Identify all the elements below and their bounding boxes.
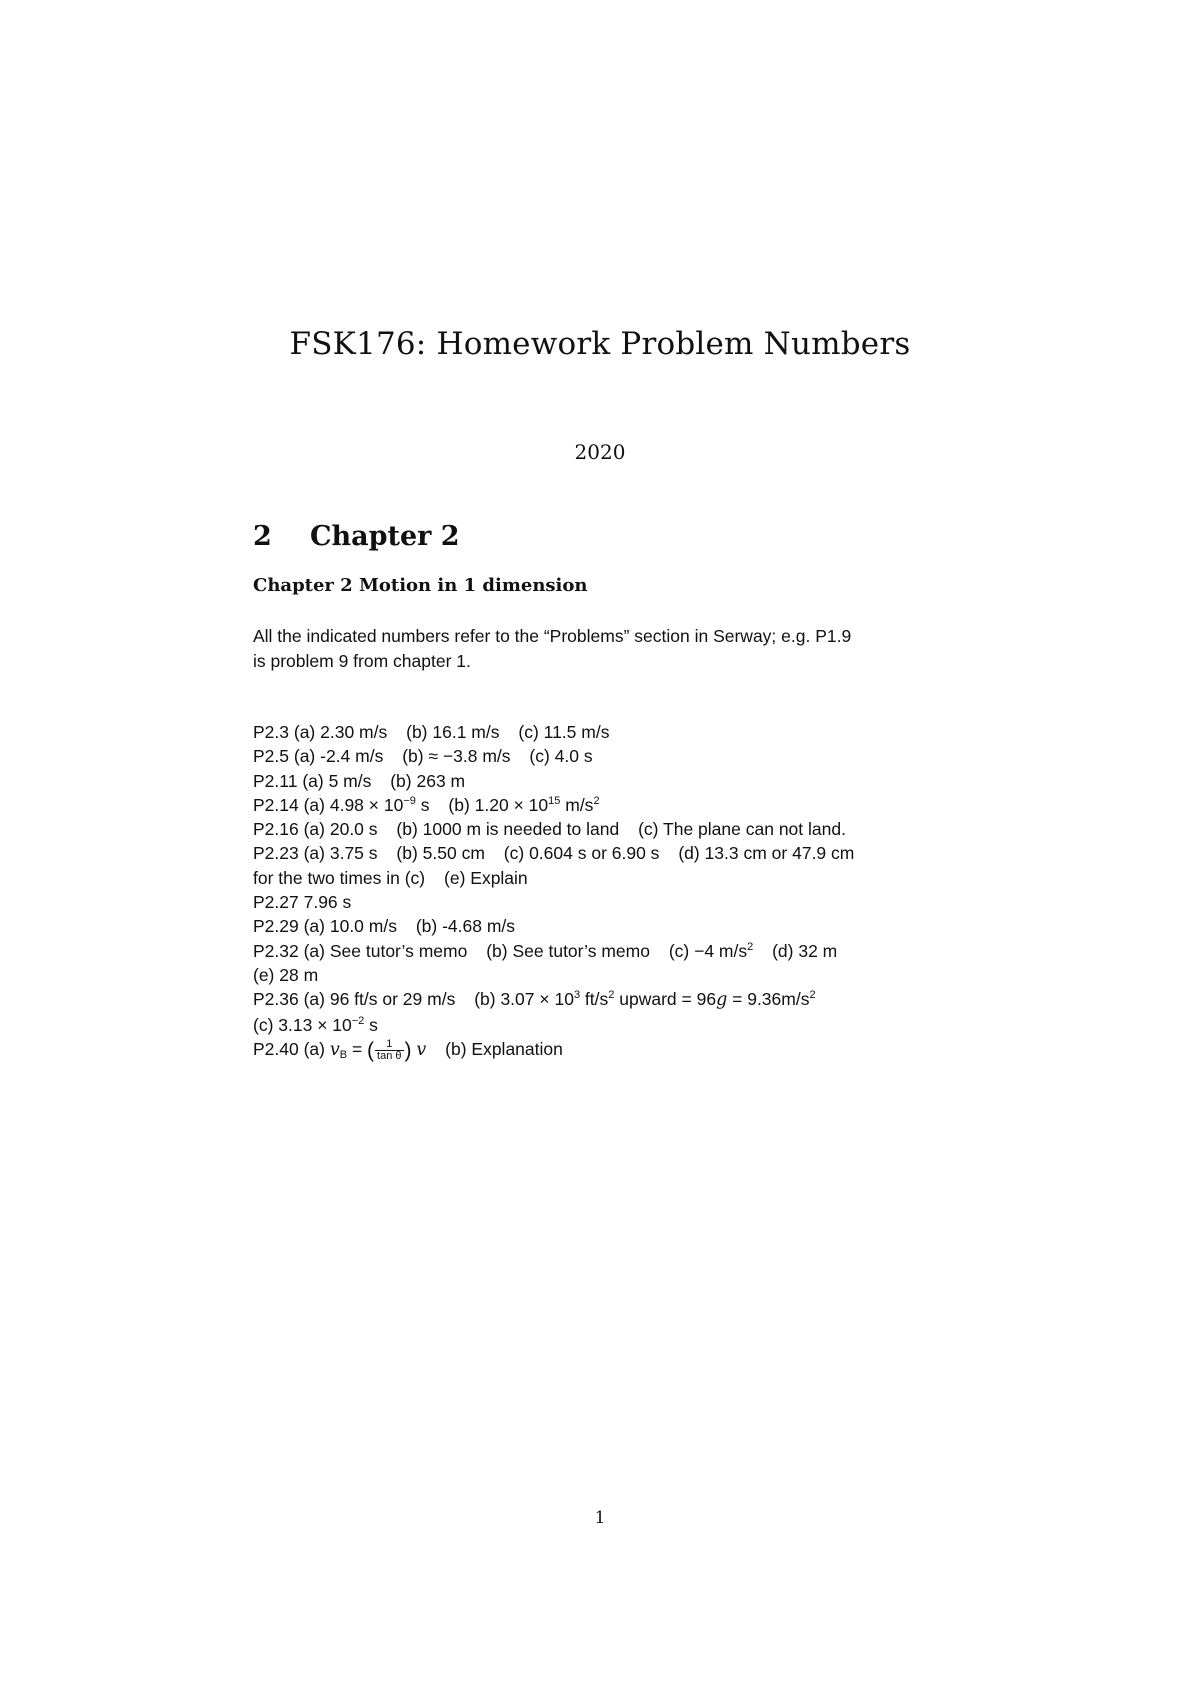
- answer-text: = 9.36m/s: [727, 989, 810, 1010]
- exponent: 2: [608, 989, 615, 1002]
- subsection-heading: Chapter 2 Motion in 1 dimension: [253, 575, 588, 596]
- answer-p2-29: [253, 914, 953, 938]
- answer-p2-5: [253, 744, 953, 768]
- answer-p2-16: [253, 817, 953, 841]
- answer-text: m/s: [560, 794, 594, 815]
- document-year: 2020: [574, 440, 626, 464]
- answer-p2-3: [253, 720, 953, 744]
- answer-part: (b) 263 m: [390, 770, 466, 791]
- left-paren: (: [367, 1038, 375, 1062]
- answer-part: (b) See tutor’s memo: [486, 940, 650, 961]
- answer-part: (b) 16.1 m/s: [406, 722, 500, 742]
- answer-p2-36-continued: [253, 1013, 953, 1037]
- section-heading: [253, 521, 460, 552]
- answer-part: (a) 5 m/s: [302, 770, 372, 791]
- right-paren: ): [404, 1038, 412, 1062]
- answer-part: [669, 941, 753, 961]
- answer-text: (a) 4.98 × 10: [303, 794, 404, 815]
- answer-text: ft/s: [580, 989, 609, 1010]
- problem-label: P2.5: [253, 746, 289, 767]
- answer-part: (a) -2.4 m/s: [293, 746, 384, 767]
- answer-text: s: [415, 794, 430, 815]
- intro-line: is problem 9 from chapter 1.: [253, 651, 471, 671]
- problem-label: P2.11: [253, 770, 298, 791]
- answer-p2-32: [253, 939, 953, 963]
- answer-part: (c) 4.0 s: [529, 746, 593, 767]
- answer-part: (b) ≈ −3.8 m/s: [402, 746, 511, 767]
- exponent: −9: [403, 794, 416, 807]
- answer-text: (c) −4 m/s: [668, 940, 748, 961]
- problem-label: P2.27: [253, 892, 299, 913]
- answer-part: (e) 28 m: [253, 964, 319, 985]
- answer-part: (a) 10.0 m/s: [303, 916, 397, 937]
- math-variable: v: [416, 1039, 427, 1060]
- answer-part: (c) The plane can not land.: [638, 819, 846, 840]
- answer-list: [253, 720, 953, 1063]
- answer-part: for the two times in (c): [253, 867, 426, 888]
- answer-part: (a) 3.75 s: [303, 843, 378, 864]
- problem-label: P2.3: [253, 722, 289, 742]
- answer-p2-23: [253, 841, 953, 865]
- subscript: B: [339, 1048, 348, 1061]
- answer-part: (e) Explain: [444, 867, 528, 888]
- answer-part: (d) 32 m: [772, 940, 838, 961]
- math-variable: v: [329, 1039, 340, 1060]
- answer-part: (a) 20.0 s: [303, 819, 378, 840]
- answer-part: (a) 2.30 m/s: [293, 722, 388, 742]
- exponent: −2: [351, 1014, 365, 1027]
- problem-label: P2.23: [253, 843, 299, 864]
- math-variable: g: [716, 990, 728, 1011]
- answer-part: (a) 96 ft/s or 29 m/s: [303, 989, 456, 1010]
- problem-label: P2.36: [253, 989, 299, 1010]
- answer-p2-14: [253, 793, 953, 817]
- answer-text: (c) 3.13 × 10: [253, 1014, 352, 1035]
- exponent: 3: [573, 989, 581, 1002]
- answer-text: =: [347, 1038, 368, 1059]
- exponent: 2: [809, 989, 816, 1002]
- answer-text: (b) 3.07 × 10: [474, 989, 574, 1010]
- answer-p2-40: [253, 1037, 953, 1063]
- answer-part: (b) 5.50 cm: [396, 843, 485, 864]
- fraction-numerator: 1: [375, 1039, 403, 1051]
- intro-paragraph: [253, 624, 953, 674]
- exponent: 15: [548, 794, 561, 807]
- fraction-denominator: tan θ: [377, 1049, 402, 1062]
- answer-part: [448, 795, 599, 815]
- answer-part: [304, 795, 430, 815]
- page-number: 1: [594, 1508, 606, 1528]
- answer-part: (d) 13.3 cm or 47.9 cm: [678, 843, 855, 864]
- answer-p2-32-continued: [253, 963, 953, 987]
- answer-p2-36: [253, 987, 953, 1012]
- exponent: 2: [593, 794, 600, 807]
- answer-part: [474, 989, 815, 1009]
- document-title: FSK176: Homework Problem Numbers: [289, 326, 911, 362]
- answer-text: (a): [303, 1038, 330, 1059]
- problem-label: P2.40: [253, 1038, 299, 1059]
- answer-text: (b) 1.20 × 10: [448, 794, 549, 815]
- answer-text: upward = 96: [614, 989, 717, 1010]
- answer-part: (c) 0.604 s or 6.90 s: [503, 843, 660, 864]
- answer-p2-27: [253, 890, 953, 914]
- section-number: 2: [253, 521, 272, 552]
- answer-part: (b) 1000 m is needed to land: [396, 819, 620, 840]
- answer-part: [303, 1037, 427, 1062]
- problem-label: P2.16: [253, 819, 299, 840]
- answer-part: (a) See tutor’s memo: [303, 940, 468, 961]
- answer-part: (b) Explanation: [445, 1038, 563, 1059]
- exponent: 2: [747, 940, 754, 953]
- answer-p2-11: [253, 769, 953, 793]
- fraction: [375, 1039, 403, 1062]
- problem-label: P2.14: [253, 794, 299, 815]
- answer-text: s: [364, 1014, 378, 1035]
- problem-label: P2.29: [253, 916, 299, 937]
- answer-part: (c) 11.5 m/s: [518, 722, 610, 742]
- answer-part: (b) -4.68 m/s: [415, 916, 516, 937]
- intro-line: All the indicated numbers refer to the “Problems” section in Serway; e.g. P1.9: [253, 626, 852, 646]
- answer-p2-23-continued: [253, 866, 953, 890]
- problem-label: P2.32: [253, 940, 299, 961]
- section-title: Chapter 2: [310, 521, 460, 552]
- answer-part: 7.96 s: [303, 892, 352, 913]
